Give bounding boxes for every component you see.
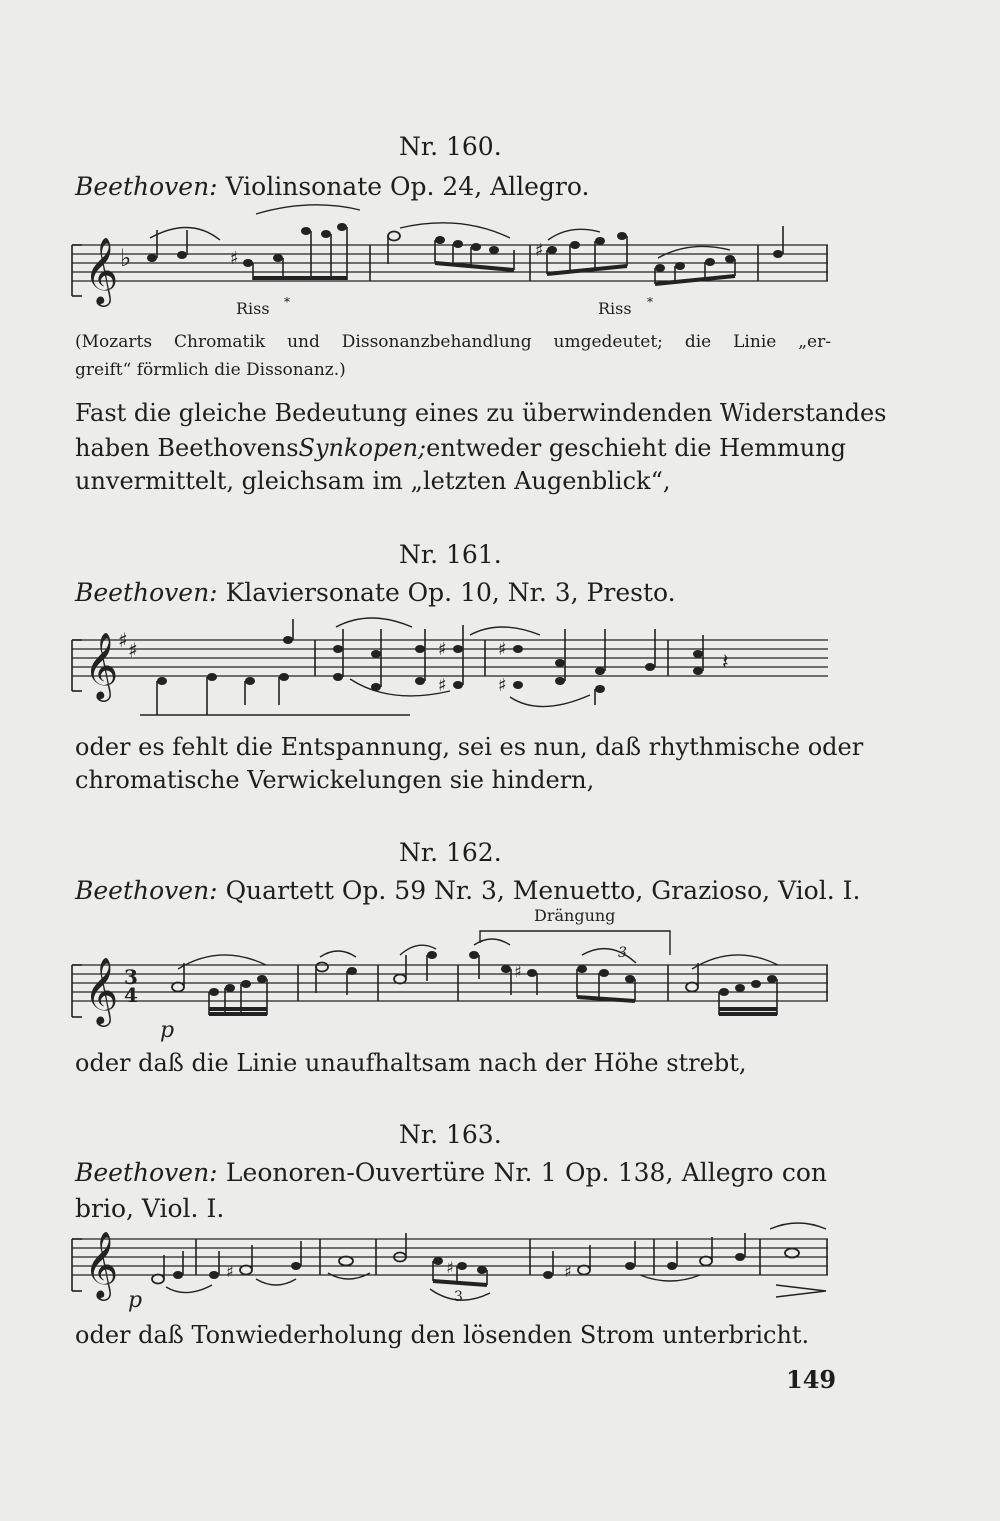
svg-text:♯: ♯ (535, 240, 544, 261)
example-163-work-line1: Leonoren-Ouvertüre Nr. 1 Op. 138, Allegro con (225, 1158, 827, 1187)
example-163-composer: Beethoven: (75, 1158, 218, 1187)
example-161-title (75, 578, 676, 607)
riss-annotation-2: Riss (598, 299, 632, 318)
example-160-title (75, 172, 589, 201)
asterisk-2: * (647, 295, 653, 309)
example-160-composer: Beethoven: (75, 172, 218, 201)
example-161-score (70, 605, 830, 730)
svg-text:𝄽: 𝄽 (722, 650, 729, 675)
example-163-number: Nr. 163. (399, 1120, 502, 1149)
example-160-number: Nr. 160. (399, 132, 502, 161)
slurs (166, 1223, 826, 1300)
treble-clef-icon: 𝄞 (84, 236, 119, 304)
dynamic-marking: p (128, 1288, 143, 1313)
svg-text:3: 3 (618, 945, 627, 961)
sharp-key-signature: ♯ (118, 628, 128, 652)
time-signature-top: 3 (124, 965, 138, 989)
example-160-footnote-line2: greift“ förmlich die Dissonanz.) (75, 360, 346, 380)
staff-lines (72, 640, 828, 676)
svg-text:♯: ♯ (514, 962, 522, 981)
example-161-work: Klaviersonate Op. 10, Nr. 3, Presto. (225, 578, 676, 607)
example-163-title-line1 (75, 1158, 827, 1187)
example-160-score (70, 200, 830, 325)
example-161-composer: Beethoven: (75, 578, 218, 607)
example-162-score (70, 905, 830, 1043)
treble-clef-icon: 𝄞 (84, 1230, 119, 1298)
paragraph-1-line2-b: entweder geschieht die Hemmung (426, 434, 847, 462)
example-162-number: Nr. 162. (399, 838, 502, 867)
svg-text:♯: ♯ (446, 1258, 454, 1277)
svg-text:♯: ♯ (230, 248, 239, 269)
paragraph-4-line1: oder daß Tonwiederholung den lösenden Strom unterbricht. (75, 1321, 810, 1349)
time-signature-bottom: 4 (124, 983, 138, 1007)
paragraph-2-line2: chromatische Verwickelungen sie hindern, (75, 766, 595, 794)
example-162-work: Quartett Op. 59 Nr. 3, Menuetto, Grazioso, Viol. I. (225, 876, 861, 905)
example-160-footnote-line1: (Mozarts Chromatik und Dissonanzbehandlung umgedeutet; die Linie „er- (75, 332, 831, 352)
svg-text:♯: ♯ (564, 1262, 572, 1281)
svg-text:♯: ♯ (498, 639, 507, 660)
svg-text:♯: ♯ (438, 639, 447, 660)
slurs-and-brackets (178, 931, 778, 969)
treble-clef-icon: 𝄞 (84, 631, 119, 699)
paragraph-1-emphasis: Synkopen; (298, 434, 427, 462)
example-161-number: Nr. 161. (399, 540, 502, 569)
paragraph-1-line1: Fast die gleiche Bedeutung eines zu überwindenden Widerstandes (75, 399, 887, 427)
asterisk-1: * (284, 295, 290, 309)
paragraph-1-line2-a: haben Beethovens (75, 434, 299, 462)
riss-annotation-1: Riss (236, 299, 270, 318)
svg-text:♯: ♯ (128, 638, 138, 662)
draengung-annotation: Drängung (534, 906, 616, 925)
flat-key-signature: ♭ (120, 244, 132, 272)
example-163-work-line2: brio, Viol. I. (75, 1194, 225, 1223)
example-162-title (75, 876, 860, 905)
treble-clef-icon: 𝄞 (84, 956, 119, 1024)
dynamic-marking: p (160, 1018, 175, 1043)
svg-text:♯: ♯ (498, 675, 507, 696)
paragraph-2-line1: oder es fehlt die Entspannung, sei es nun, daß rhythmische oder (75, 733, 864, 761)
example-162-composer: Beethoven: (75, 876, 218, 905)
triplet-number: 3 (454, 1289, 463, 1305)
paragraph-3-line1: oder daß die Linie unaufhaltsam nach der Höhe strebt, (75, 1049, 747, 1077)
paragraph-1-line3: unvermittelt, gleichsam im „letzten Augenblick“, (75, 467, 671, 495)
page-number: 149 (786, 1365, 837, 1394)
staff-lines (72, 965, 828, 1001)
example-160-work: Violinsonate Op. 24, Allegro. (225, 172, 590, 201)
example-163-score (70, 1215, 830, 1315)
svg-text:♯: ♯ (226, 1262, 234, 1281)
notes (152, 1233, 827, 1305)
paragraph-1-line2 (75, 432, 847, 465)
svg-text:♯: ♯ (438, 675, 447, 696)
